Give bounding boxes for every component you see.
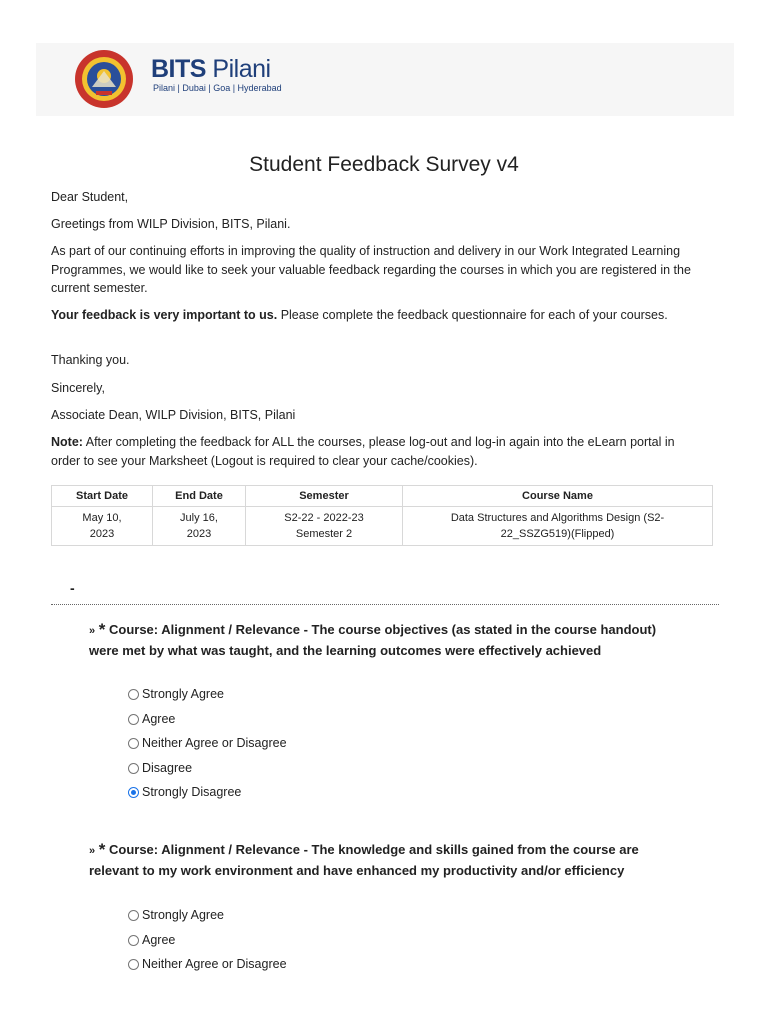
q1-option-strongly-agree[interactable]: [128, 687, 224, 701]
radio-button[interactable]: [128, 763, 139, 774]
radio-button[interactable]: [128, 714, 139, 725]
radio-button-selected[interactable]: [128, 787, 139, 798]
option-label: Strongly Disagree: [142, 785, 242, 799]
q1-option-neither[interactable]: [128, 736, 287, 750]
column-header-semester: Semester: [246, 486, 403, 507]
q1-option-strongly-disagree[interactable]: [128, 785, 241, 799]
q1-option-agree[interactable]: [128, 712, 175, 726]
radio-button[interactable]: [128, 689, 139, 700]
option-label: Disagree: [142, 761, 193, 775]
section-marker: -: [70, 580, 75, 596]
question-2-prefix: »: [89, 845, 96, 857]
q1-option-disagree[interactable]: [128, 761, 192, 775]
question-1-prefix: »: [89, 625, 96, 637]
cell-semester: S2-22 - 2022-23 Semester 2: [246, 507, 403, 546]
site-header: [36, 43, 734, 116]
question-2-text: [89, 840, 679, 881]
radio-button[interactable]: [128, 935, 139, 946]
table-row: [52, 507, 713, 546]
brand-name: [151, 55, 271, 84]
purpose-text: As part of our continuing efforts in improving the quality of instruction and delivery in our Work Integrated Learning Programmes, we would like to seek your valuable feedback regarding the courses in which you are registered in the current semester.: [51, 244, 691, 295]
option-label: Agree: [142, 933, 176, 947]
radio-button[interactable]: [128, 738, 139, 749]
required-asterisk: *: [98, 840, 106, 859]
q2-option-agree[interactable]: [128, 933, 175, 947]
note-body: After completing the feedback for ALL the courses, please log-out and log-in again into the eLearn portal in order to see your Marksheet (Logout is required to clear your cache/cookies).: [51, 435, 675, 468]
question-2-label: Course: Alignment / Relevance - The knowledge and skills gained from the course are relevant to my work environment and have enhanced my productivity and/or efficiency: [89, 842, 639, 878]
cell-start-date: May 10, 2023: [52, 507, 153, 546]
importance-rest: Please complete the feedback questionnaire for each of your courses.: [277, 308, 668, 322]
option-label: Neither Agree or Disagree: [142, 957, 287, 971]
brand-name-light: Pilani: [212, 55, 271, 83]
column-header-start-date: Start Date: [52, 486, 153, 507]
thanking-text: Thanking you.: [51, 353, 130, 367]
signature-text: Associate Dean, WILP Division, BITS, Pilani: [51, 408, 296, 422]
section-divider: [51, 604, 719, 605]
question-1-label: Course: Alignment / Relevance - The course objectives (as stated in the course handout) were met by what was taught, and the learning outcomes were effectively achieved: [89, 622, 657, 658]
q2-option-neither[interactable]: [128, 957, 287, 971]
radio-button[interactable]: [128, 910, 139, 921]
importance-bold: Your feedback is very important to us.: [51, 308, 278, 322]
column-header-end-date: End Date: [153, 486, 246, 507]
greetings-from-text: Greetings from WILP Division, BITS, Pilani.: [51, 217, 291, 231]
brand-name-bold: BITS: [151, 55, 206, 83]
radio-button[interactable]: [128, 959, 139, 970]
campus-list: Pilani | Dubai | Goa | Hyderabad: [153, 83, 282, 93]
course-info-table: [51, 485, 713, 546]
option-label: Strongly Agree: [142, 908, 224, 922]
cell-end-date: July 16, 2023: [153, 507, 246, 546]
bits-emblem-icon: [74, 49, 134, 109]
page-title: Student Feedback Survey v4: [249, 153, 519, 176]
greeting-text: Dear Student,: [51, 190, 129, 204]
question-1-text: [89, 620, 679, 661]
table-header-row: [52, 486, 713, 507]
column-header-course-name: Course Name: [403, 486, 713, 507]
required-asterisk: *: [98, 620, 106, 639]
note-label: Note:: [51, 435, 83, 449]
q2-option-strongly-agree[interactable]: [128, 908, 224, 922]
option-label: Strongly Agree: [142, 687, 224, 701]
note-text: [51, 433, 706, 470]
option-label: Agree: [142, 712, 176, 726]
cell-course-name: Data Structures and Algorithms Design (S2-22_SSZG519)(Flipped): [403, 507, 713, 546]
sincerely-text: Sincerely,: [51, 381, 105, 395]
option-label: Neither Agree or Disagree: [142, 736, 287, 750]
importance-text: [51, 306, 706, 325]
